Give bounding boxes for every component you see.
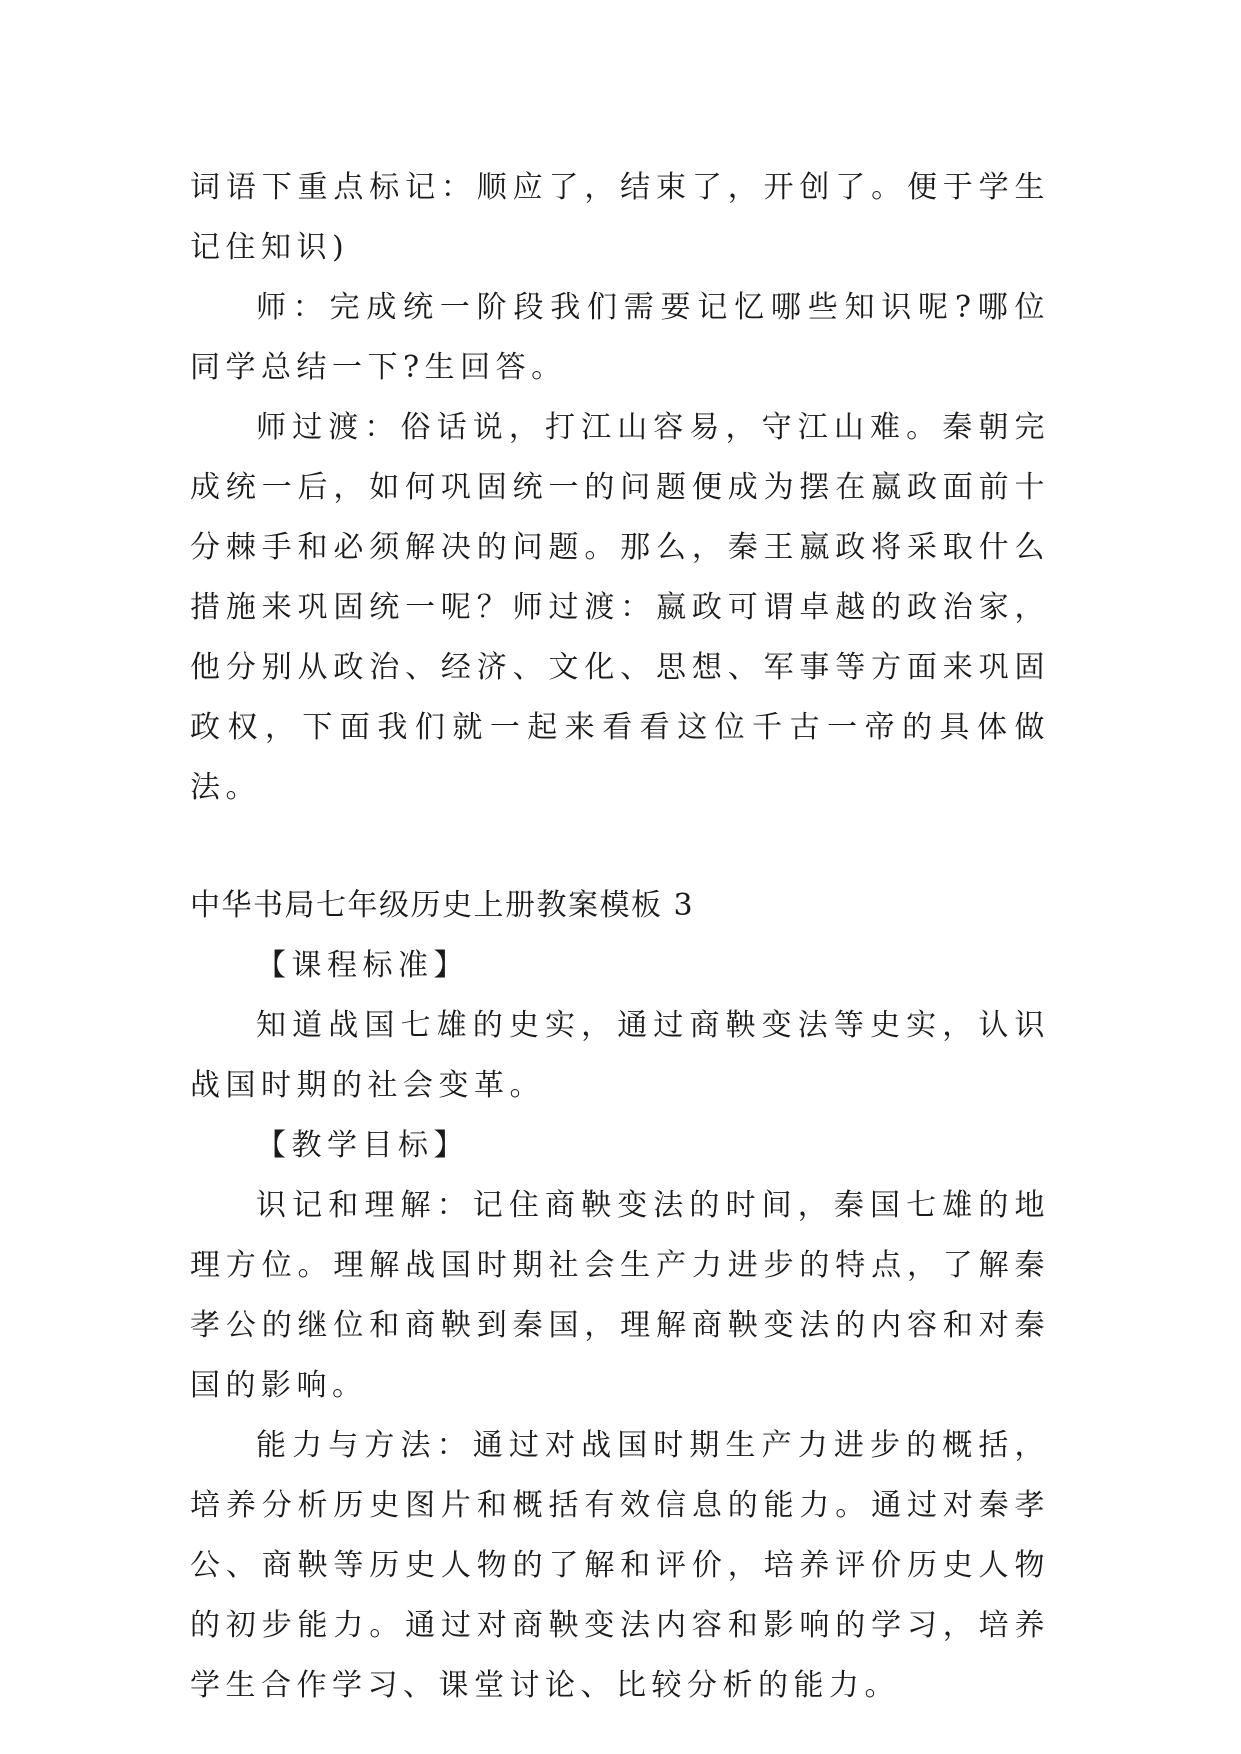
- document-body: [190, 158, 1050, 1716]
- paragraph-teacher-transition: 师过渡：俗话说，打江山容易，守江山难。秦朝完成统一后，如何巩固统一的问题便成为摆在嬴政面前十分棘手和必须解决的问题。那么，秦王嬴政将采取什么措施来巩固统一呢？师过渡：嬴政可谓卓越的政治家，他分别从政治、经济、文化、思想、军事等方面来巩固政权，下面我们就一起来看看这位千古一帝的具体做法。: [190, 410, 1050, 805]
- paragraph-key-words-note: 词语下重点标记：顺应了，结束了，开创了。便于学生记住知识): [190, 170, 1050, 265]
- teaching-objectives-heading: 【教学目标】: [256, 1128, 469, 1163]
- objective-ability-text: 能力与方法：通过对战国时期生产力进步的概括，培养分析历史图片和概括有效信息的能力。通过对秦孝公、商鞅等历史人物的了解和评价，培养评价历史人物的初步能力。通过对商鞅变法内容和影响的学习，培养学生合作学习、课堂讨论、比较分析的能力。: [190, 1428, 1050, 1703]
- section-title: 中华书局七年级历史上册教案模板 3: [190, 888, 695, 923]
- curriculum-standard-heading: 【课程标准】: [256, 948, 469, 983]
- objective-knowledge-text: 识记和理解：记住商鞅变法的时间，秦国七雄的地理方位。理解战国时期社会生产力进步的特点，了解秦孝公的继位和商鞅到秦国，理解商鞅变法的内容和对秦国的影响。: [190, 1188, 1050, 1403]
- paragraph-teacher-question: 师：完成统一阶段我们需要记忆哪些知识呢?哪位同学总结一下?生回答。: [190, 290, 1050, 385]
- curriculum-standard-text: 知道战国七雄的史实，通过商鞅变法等史实，认识战国时期的社会变革。: [190, 1008, 1050, 1103]
